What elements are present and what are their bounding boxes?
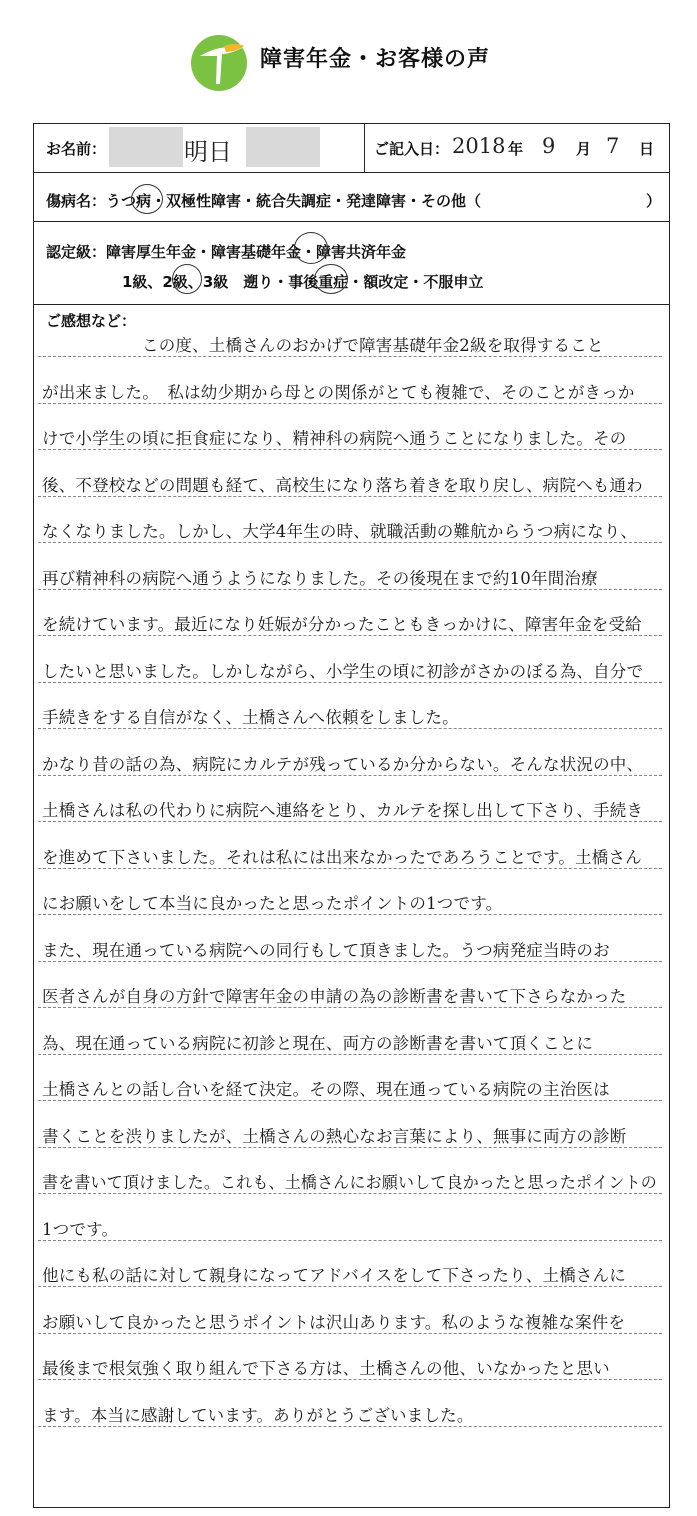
comment-line: が出来ました。 私は幼少期から母との関係がとても複雑で、そのことがきっか <box>42 382 635 402</box>
selection-circle <box>294 232 328 264</box>
comment-line: 書を書いて頂けました。これも、土橋さんにお願いして良かったと思ったポイントの <box>42 1173 657 1192</box>
ruled-line <box>38 1333 662 1334</box>
disease-line: 傷病名：うつ病・双極性障害・統合失調症・発達障害・その他（ ） <box>46 192 662 210</box>
comment-line: を続けています。最近になり妊娠が分かったこともきっかけに、障害年金を受給 <box>42 615 642 634</box>
comment-line: この度、土橋さんのおかげで障害基礎年金2級を取得すること <box>142 336 604 355</box>
comment-line: にお願いをして本当に良かったと思ったポイントの1つです。 <box>42 894 503 913</box>
comment-line: 後、不登校などの問題も経て、高校生になり落ち着きを取り戻し、病院へも通わ <box>42 475 643 495</box>
ruled-line <box>38 1147 662 1148</box>
ruled-line <box>38 635 662 636</box>
ruled-line <box>38 682 662 683</box>
comment-line: 医者さんが自身の方針で障害年金の申請の為の診断書を書いて下さらなかった <box>42 987 627 1006</box>
comment-line: ます。本当に感謝しています。ありがとうございました。 <box>42 1405 474 1425</box>
ruled-line <box>38 1100 662 1101</box>
ruled-line <box>38 356 662 357</box>
date-year: 2018 <box>452 134 506 158</box>
ruled-line <box>38 1193 662 1194</box>
month-unit: 月 <box>576 140 592 158</box>
ruled-line <box>38 821 662 822</box>
comment-line: 手続きをする自信がなく、土橋さんへ依頼をしました。 <box>42 708 459 727</box>
comment-line: かなり昔の話の為、病院にカルテが残っているか分からない。そんな状況の中、 <box>42 754 644 774</box>
grade-line-2: 1級、2級、3級 遡り・事後重症・額改定・不服申立 <box>122 273 484 291</box>
comment-line: 最後まで根気強く取り組んで下さる方は、土橋さんの他、いなかったと思い <box>42 1359 610 1378</box>
redacted-block <box>246 127 320 167</box>
ruled-line <box>38 449 662 450</box>
leaf-logo-icon <box>190 34 248 92</box>
comment-line: お願いして良かったと思うポイントは沢山あります。私のような複雑な案件を <box>42 1312 626 1332</box>
comment-line: したいと思いました。しかしながら、小学生の頃に初診がさかのぼる為、自分で <box>42 661 644 681</box>
comment-line: 1つです。 <box>42 1219 119 1239</box>
comment-line: 為、現在通っている病院に初診と現在、両方の診断書を書いて頂くことに <box>42 1033 594 1053</box>
feedback-form <box>33 123 670 1508</box>
ruled-line <box>38 1286 662 1287</box>
comment-line: また、現在通っている病院への同行もして頂きました。うつ病発症当時のお <box>42 940 610 960</box>
redacted-block <box>109 127 183 167</box>
date-day: 7 <box>606 134 620 158</box>
divider <box>34 221 669 222</box>
comment-line: 他にも私の話に対して親身になってアドバイスをして下さったり、土橋さんに <box>42 1266 627 1285</box>
comment-line: 再び精神科の病院へ通うようになりました。その後現在まで約10年間治療 <box>42 568 598 588</box>
date-label: ご記入日： <box>374 140 450 158</box>
ruled-line <box>38 542 662 543</box>
ruled-line <box>38 403 662 404</box>
date-month: 9 <box>542 134 556 158</box>
divider <box>34 304 669 305</box>
row-divider <box>364 124 365 172</box>
page-title: 障害年金・お客様の声 <box>260 47 491 72</box>
ruled-line <box>38 961 662 962</box>
comment-line: 土橋さんとの話し合いを経て決定。その際、現在通っている病院の主治医は <box>42 1080 610 1099</box>
ruled-line <box>38 914 662 915</box>
ruled-line <box>38 868 662 869</box>
ruled-line <box>38 589 662 590</box>
comments-label: ご感想など： <box>46 312 137 330</box>
ruled-line <box>38 775 662 776</box>
comment-line: なくなりました。しかし、大学4年生の時、就職活動の難航からうつ病になり、 <box>42 522 638 541</box>
selection-circle <box>131 184 163 214</box>
day-unit: 日 <box>639 140 655 158</box>
comment-line: 土橋さんは私の代わりに病院へ連絡をとり、カルテを探し出して下さり、手続き <box>42 801 644 820</box>
ruled-line <box>38 1240 662 1241</box>
name-label: お名前： <box>46 140 107 158</box>
ruled-line <box>38 1007 662 1008</box>
year-unit: 年 <box>508 140 524 158</box>
name-value: 明日 <box>184 138 232 166</box>
ruled-line <box>38 1426 662 1427</box>
selection-circle <box>172 264 202 294</box>
ruled-line <box>38 496 662 497</box>
selection-circle <box>314 264 348 294</box>
ruled-line <box>38 1054 662 1055</box>
ruled-line <box>38 1379 662 1380</box>
comment-line: けで小学生の頃に拒食症になり、精神科の病院へ通うことになりました。その <box>42 429 627 448</box>
divider <box>34 172 669 173</box>
ruled-line <box>38 728 662 729</box>
comment-line: を進めて下さいました。それは私には出来なかったであろうことです。土橋さん <box>42 847 642 867</box>
grade-line-1: 認定級：障害厚生年金・障害基礎年金・障害共済年金 <box>46 243 407 261</box>
comment-line: 書くことを渋りましたが、土橋さんの熱心なお言葉により、無事に両方の診断 <box>42 1126 627 1146</box>
